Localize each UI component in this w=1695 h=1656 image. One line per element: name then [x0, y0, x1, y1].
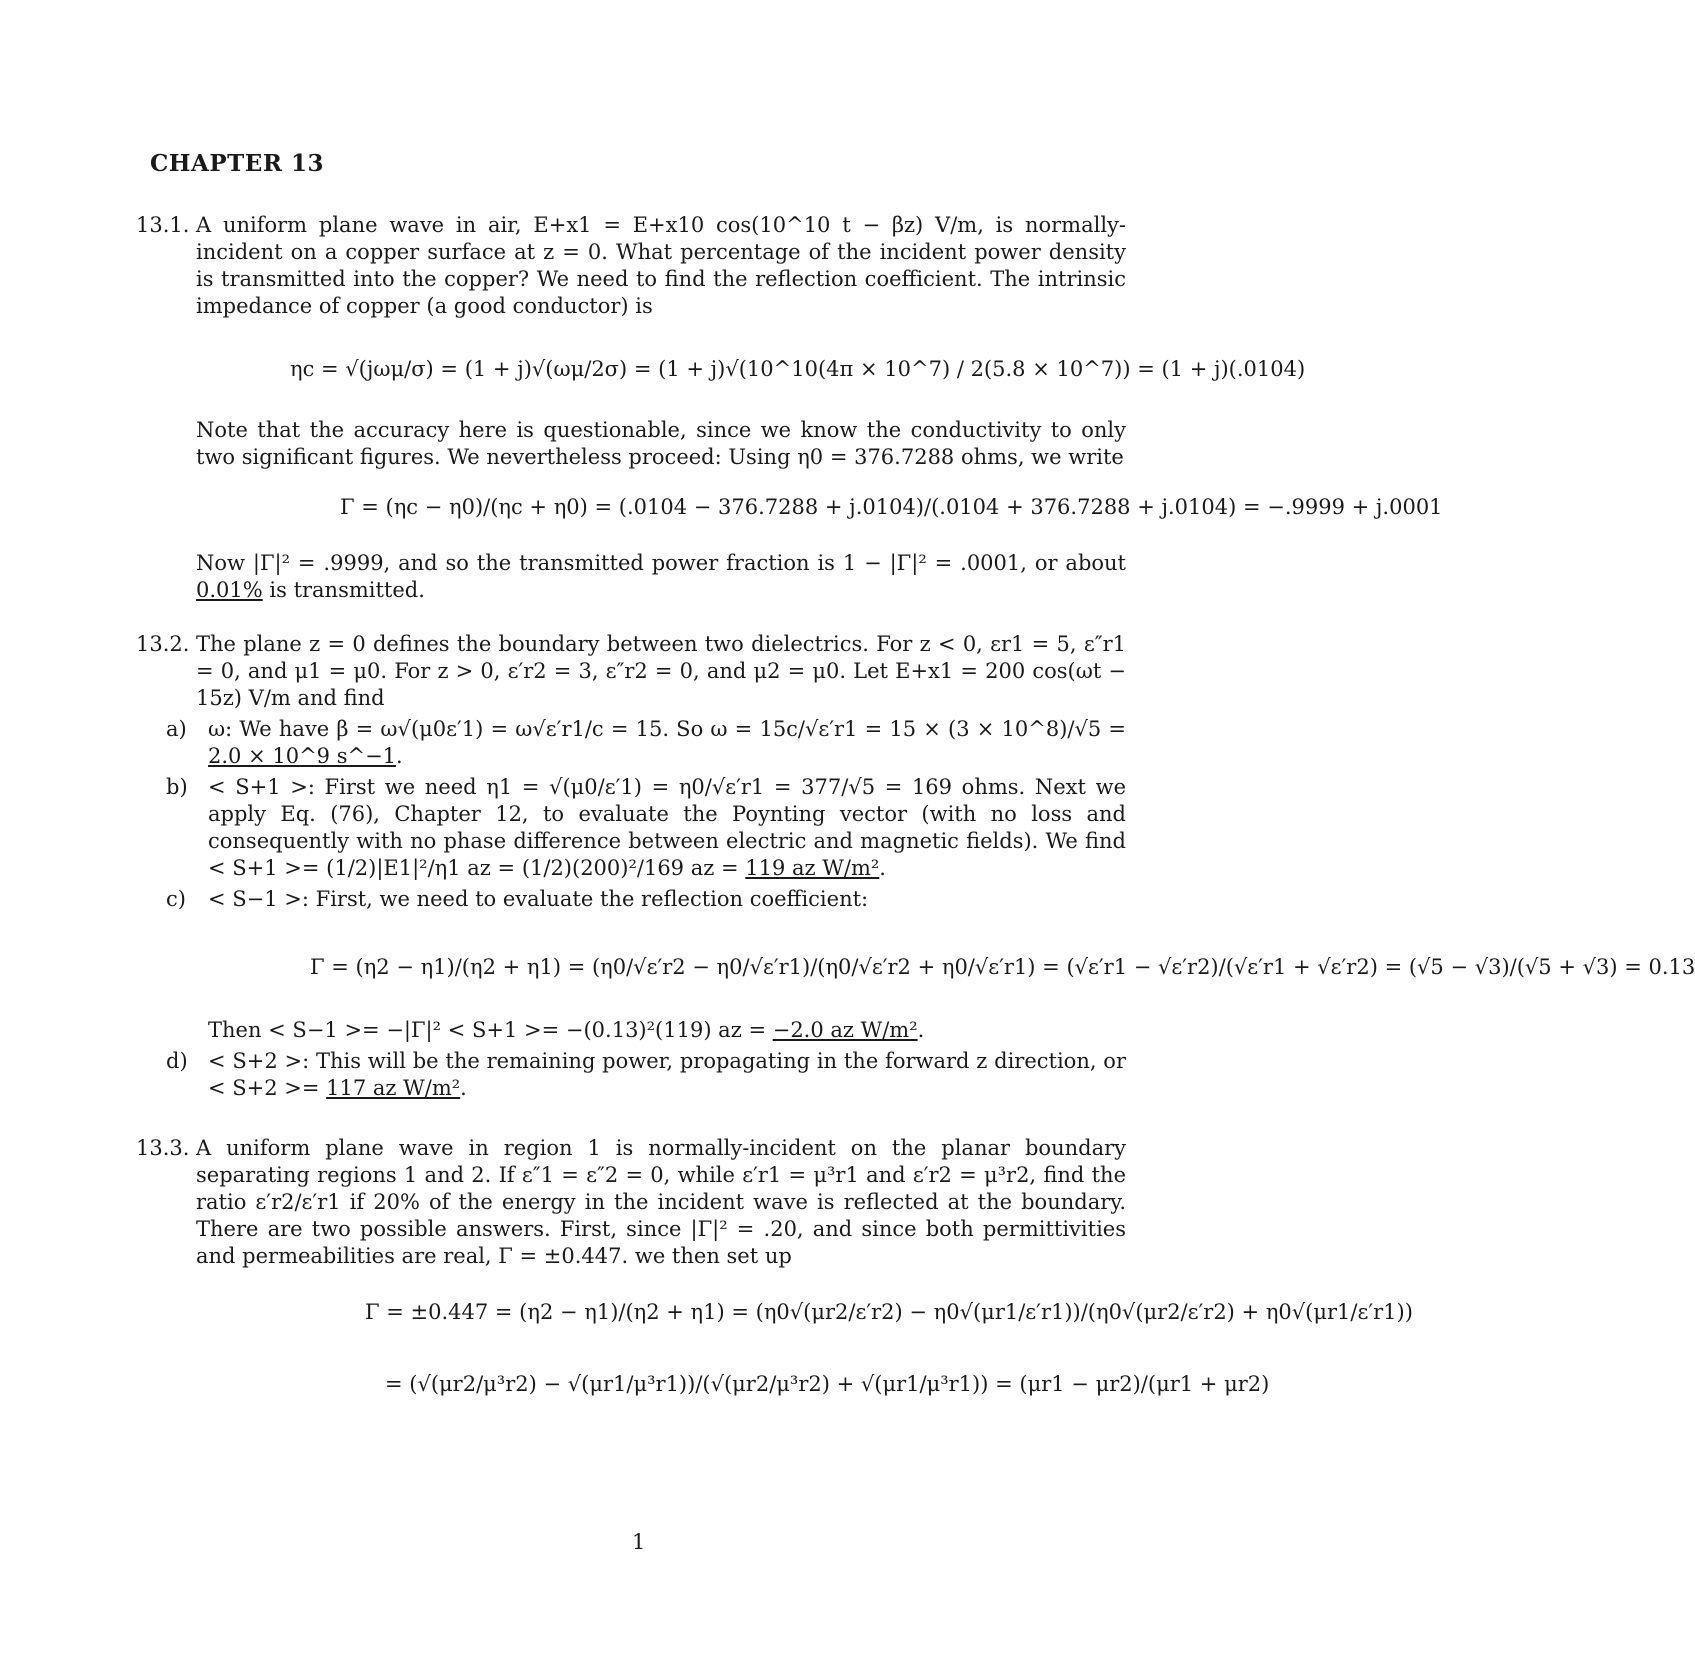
result-text: Then < S−1 >= −|Γ|² < S+1 >= −(0.13)²(119) az =	[208, 1018, 773, 1042]
equation-gamma-3-line2: = (√(μr2/μ³r2) − √(μr1/μ³r1))/(√(μr2/μ³r2) + √(μr1/μ³r1)) = (μr1 − μr2)/(μr1 + μr2)	[385, 1372, 1270, 1396]
conclusion-part-b: is transmitted.	[262, 578, 425, 602]
problem-13-2	[136, 631, 1126, 913]
equation-gamma-2: Γ = (η2 − η1)/(η2 + η1) = (η0/√ε′r2 − η0/√ε′r1)/(η0/√ε′r2 + η0/√ε′r1) = (√ε′r1 − √ε′r2)/(√ε′r1 + √ε′r2) = (√5 − √3)/(√5 + √3) = 0.13	[310, 955, 1695, 979]
problem-text: A uniform plane wave in region 1 is normally-incident on the planar boundary separating regions 1 and 2. If ε″1 = ε″2 = 0, while ε′r1 = μ³r1 and ε′r2 = μ³r2, find the ratio ε′r2/ε′r1 if 20% of the energy in the incident wave is reflected at the boundary. There are two possible answers. First, since |Γ|² = .20, and since both permittivities and permeabilities are real, Γ = ±0.447. we then set up	[196, 1136, 1126, 1268]
problem-13-1-note	[136, 417, 1126, 471]
answer-underlined: 2.0 × 10^9 s^−1	[208, 744, 397, 768]
problem-13-1-conclusion	[136, 550, 1126, 604]
equation-gamma-3-line1: Γ = ±0.447 = (η2 − η1)/(η2 + η1) = (η0√(μr2/ε′r2) − η0√(μr1/ε′r1))/(η0√(μr2/ε′r2) + η0√(μr1/ε′r1))	[365, 1300, 1413, 1324]
chapter-heading: CHAPTER 13	[150, 150, 324, 177]
part-b: b) < S+1 >: First we need η1 = √(μ0/ε′1) = η0/√ε′r1 = 377/√5 = 169 ohms. Next we apply Eq. (76), Chapter 12, to evaluate the Poynting vector (with no loss and consequently with no phase difference between electric and magnetic fields). We find < S+1 >= (1/2)|E1|²/η1 az = (1/2)(200)²/169 az = 119 az W/m².	[166, 775, 1126, 880]
problem-text: The plane z = 0 defines the boundary between two dielectrics. For z < 0, εr1 = 5, ε″r1 = 0, and μ1 = μ0. For z > 0, ε′r2 = 3, ε″r2 = 0, and μ2 = μ0. Let E+x1 = 200 cos(ωt − 15z) V/m and find	[196, 632, 1126, 710]
part-d: d) < S+2 >: This will be the remaining power, propagating in the forward z direction, or < S+2 >= 117 az W/m².	[166, 1049, 1126, 1100]
conclusion-part-a: Now |Γ|² = .9999, and so the transmitted power fraction is 1 − |Γ|² = .0001, or about	[196, 551, 1126, 575]
problem-13-3	[136, 1135, 1126, 1270]
problem-13-2-cont	[136, 1017, 1126, 1102]
part-a: a) ω: We have β = ω√(μ0ε′1) = ω√ε′r1/c = 15. So ω = 15c/√ε′r1 = 15 × (3 × 10^8)/√5 = 2.0 × 10^9 s^−1.	[166, 717, 1126, 768]
part-label: b)	[166, 775, 188, 799]
part-label: c)	[166, 887, 186, 911]
page-number: 1	[632, 1530, 646, 1554]
part-c	[166, 886, 1126, 913]
answer-underlined: 117 az W/m²	[326, 1076, 461, 1100]
answer-underlined: −2.0 az W/m²	[772, 1018, 918, 1042]
part-text: ω: We have β = ω√(μ0ε′1) = ω√ε′r1/c = 15. So ω = 15c/√ε′r1 = 15 × (3 × 10^8)/√5 =	[208, 717, 1126, 741]
answer-underlined: 119 az W/m²	[745, 856, 880, 880]
problem-number: 13.2.	[136, 632, 190, 656]
problem-text: A uniform plane wave in air, E+x1 = E+x10 cos(10^10 t − βz) V/m, is normally-incident on a copper surface at z = 0. What percentage of the incident power density is transmitted into the copper? We need to find the reflection coefficient. The intrinsic impedance of copper (a good conductor) is	[196, 213, 1126, 318]
part-text: < S+2 >: This will be the remaining power, propagating in the forward z direction, or < S+2 >=	[208, 1049, 1126, 1100]
equation-eta-c: ηc = √(jωμ/σ) = (1 + j)√(ωμ/2σ) = (1 + j)√(10^10(4π × 10^7) / 2(5.8 × 10^7)) = (1 + j)(.0104)	[290, 357, 1306, 381]
equation-gamma-1: Γ = (ηc − η0)/(ηc + η0) = (.0104 − 376.7288 + j.0104)/(.0104 + 376.7288 + j.0104) = −.9999 + j.0001	[340, 495, 1443, 519]
problem-number: 13.1.	[136, 213, 190, 237]
part-label: d)	[166, 1049, 188, 1073]
part-label: a)	[166, 717, 187, 741]
note-text: Note that the accuracy here is questionable, since we know the conductivity to only two significant figures. We nevertheless proceed: Using η0 = 376.7288 ohms, we write	[196, 418, 1126, 469]
answer-underlined: 0.01%	[196, 578, 263, 602]
conclusion-text	[196, 550, 1126, 604]
part-text: < S+1 >: First we need η1 = √(μ0/ε′1) = η0/√ε′r1 = 377/√5 = 169 ohms. Next we apply Eq. (76), Chapter 12, to evaluate the Poynting vector (with no loss and consequently with no phase difference between electric and magnetic fields). We find < S+1 >= (1/2)|E1|²/η1 az = (1/2)(200)²/169 az =	[208, 775, 1126, 880]
problem-number: 13.3.	[136, 1136, 190, 1160]
part-c-result: Then < S−1 >= −|Γ|² < S+1 >= −(0.13)²(119) az = −2.0 az W/m².	[208, 1018, 925, 1042]
part-text: < S−1 >: First, we need to evaluate the reflection coefficient:	[208, 887, 869, 911]
